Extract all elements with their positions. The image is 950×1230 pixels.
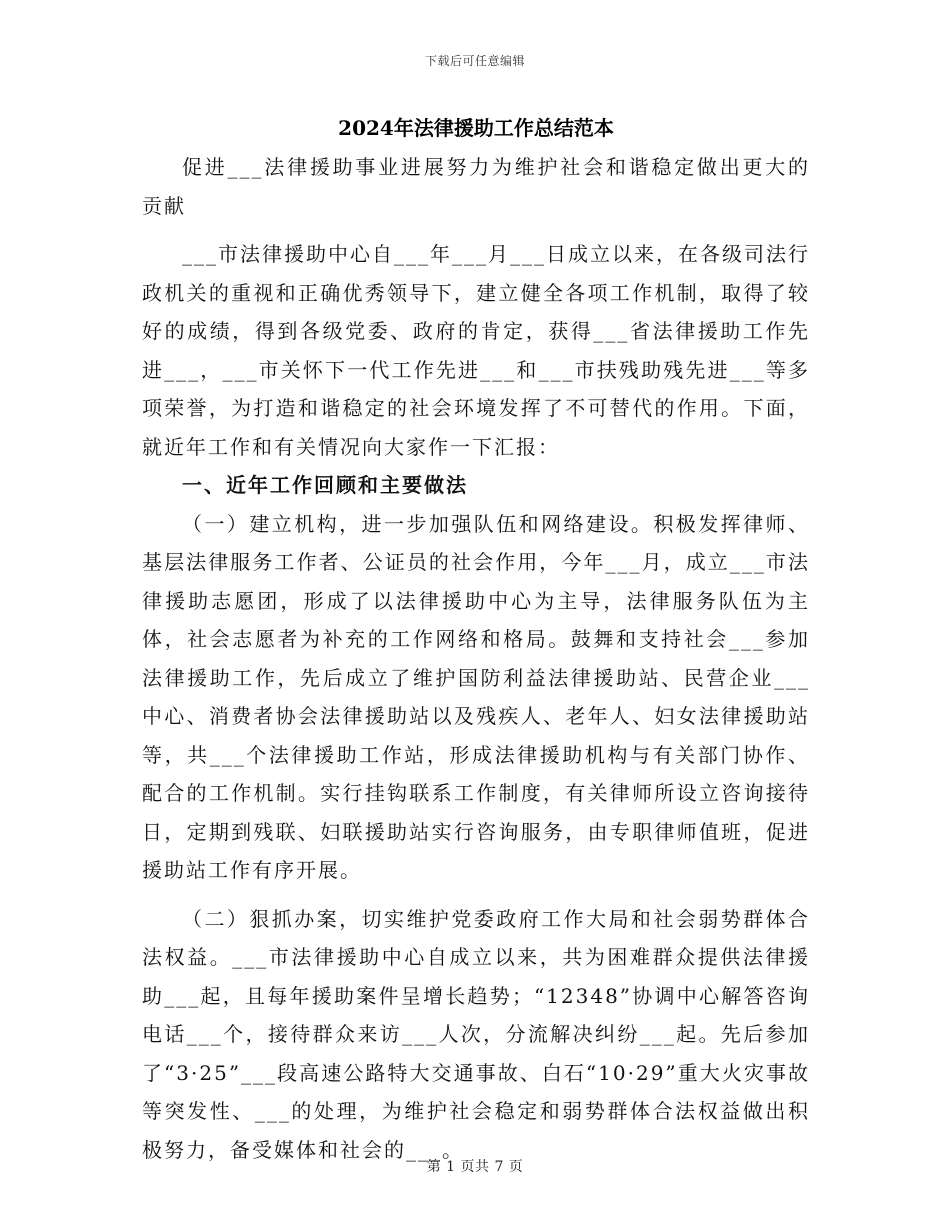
document-title: 2024年法律援助工作总结范本 — [338, 116, 614, 140]
intro-paragraph: ___市法律援助中心自___年___月___日成立以来，在各级司法行政机关的重视和正确优秀领导下，建立健全各项工作机制，取得了较好的成绩，得到各级党委、政府的肯定，获得___省法律援助工作先进___，___市关怀下一代工作先进___和___市扶残助残先进___等多项荣誉，为打造和谐稳定的社会环境发挥了不可替代的作用。下面，就近年工作和有关情况向大家作一下汇报： — [142, 242, 810, 459]
section-paragraph-2: （二）狠抓办案，切实维护党委政府工作大局和社会弱势群体合法权益。___市法律援助中心自成立以来，共为困难群众提供法律援助___起，且每年援助案件呈增长趋势；“12348”协调中心解答咨询电话___个，接待群众来访___人次，分流解决纠纷___起。先后参加了“3·25”___段高速公路特大交通事故、白石“10·29”重大火灾事故等突发性、___的处理，为维护社会稳定和弱势群体合法权益做出积极努力，备受媒体和社会的___。 — [142, 906, 810, 1162]
document-subtitle: 促进___法律援助事业进展努力为维护社会和谐稳定做出更大的贡献 — [142, 155, 810, 218]
section-heading: 一、近年工作回顾和主要做法 — [182, 473, 468, 497]
header-note: 下载后可任意编辑 — [424, 54, 525, 68]
document-body — [142, 112, 810, 1169]
section-paragraph-1: （一）建立机构，进一步加强队伍和网络建设。积极发挥律师、基层法律服务工作者、公证员的社会作用，今年___月，成立___市法律援助志愿团，形成了以法律援助中心为主导，法律服务队伍为主体，社会志愿者为补充的工作网络和格局。鼓舞和支持社会___参加法律援助工作，先后成立了维护国防利益法律援助站、民营企业___中心、消费者协会法律援助站以及残疾人、老年人、妇女法律援助站等，共___个法律援助工作站，形成法律援助机构与有关部门协作、配合的工作机制。实行挂钩联系工作制度，有关律师所设立咨询接待日，定期到残联、妇联援助站实行咨询服务，由专职律师值班，促进援助站工作有序开展。 — [142, 511, 810, 882]
page-number: 第 1 页共 7 页 — [426, 1159, 524, 1175]
